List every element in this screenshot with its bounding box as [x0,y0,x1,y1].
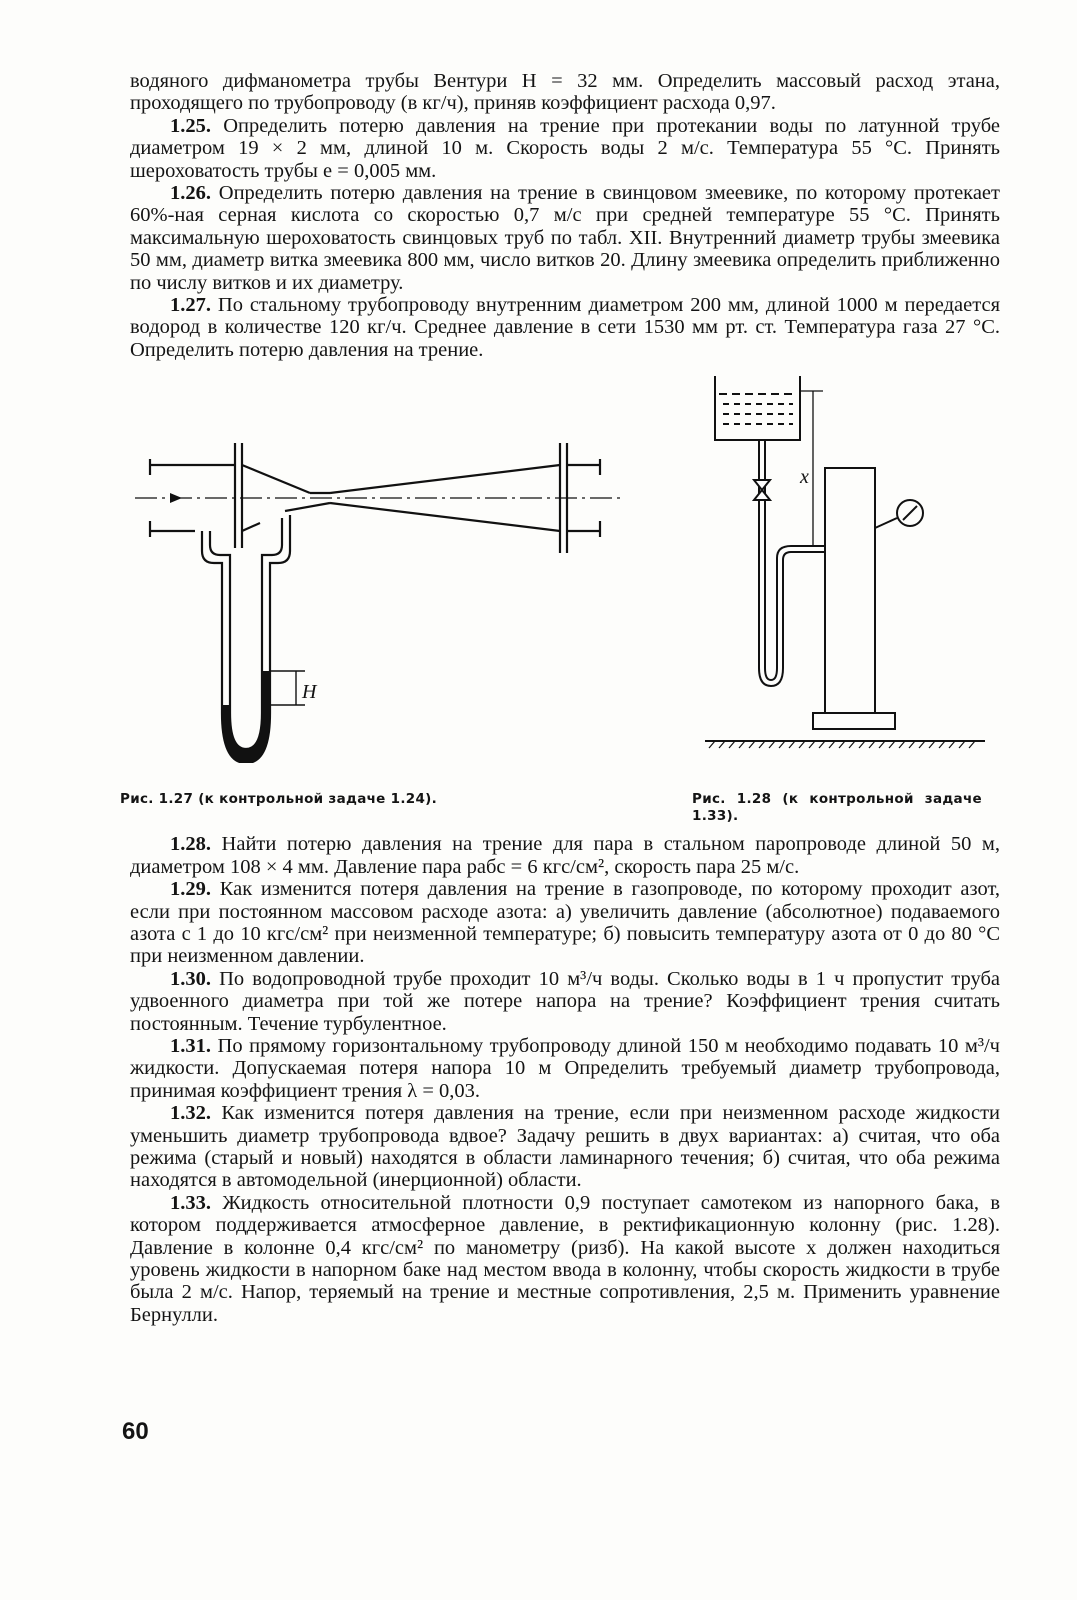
intro-paragraph: водяного дифманометра трубы Вентури H = 32 мм. Определить массовый расход этана, проходящего по трубопроводу (в кг/ч), приняв коэффициент расхода 0,97. [130,70,1000,115]
problem-1-29: 1.29. Как изменится потеря давления на трение в газопроводе, по которому проходит азот, если при постоянном массовом расходе азота: а) увеличить давление (абсолютное) подаваемого азота с 1 до 10 кгс/см² при неизменной температуре; б) повысить температуру азота от 0 до 80 °С при неизменном давлении. [130,878,1000,968]
problem-1-32: 1.32. Как изменится потеря давления на трение, если при неизменном расходе жидкости уменьшить диаметр трубопровода вдвое? Задачу решить в двух вариантах: а) считая, что оба режима (старый и новый) находятся в области ламинарного течения; б) считая, что оба режима находятся в автомодельной (инерционной) области. [130,1102,1000,1192]
problem-1-25: 1.25. Определить потерю давления на трение при протекании воды по латунной трубе диаметром 19 × 2 мм, длиной 10 м. Скорость воды 2 м/с. Температура 55 °С. Принять шероховатость трубы e = 0,005 мм. [130,114,1000,182]
page-number: 60 [122,1418,149,1445]
fig28-caption: Рис. 1.28 (к контрольной задаче 1.33). [692,791,982,825]
problem-1-26: 1.26. Определить потерю давления на трение в свинцовом змеевике, по которому протекает 60%-ная серная кислота со скоростью 0,7 м/с при средней температуре 55 °С. Принять максимальную шероховатость свинцовых труб по табл. XII. Внутренний диаметр трубы змеевика 50 мм, диаметр витка змеевика 800 мм, число витков 20. Длину змеевика определить приближенно по числу витков и их диаметру. [130,182,1000,294]
text-top [130,70,1000,361]
text-bottom [130,833,1000,1326]
problem-1-30: 1.30. По водопроводной трубе проходит 10 м³/ч воды. Сколько воды в 1 ч пропустит труба удвоенного диаметра при той же потере напора на трение? Коэффициент трения считать постоянным. Течение турбулентное. [130,967,1000,1035]
venturi-figure [130,423,630,763]
fig28-label-x: x [800,466,809,489]
problem-1-28: 1.28. Найти потерю давления на трение для пара в стальном паропроводе длиной 50 м, диаметром 108 × 4 мм. Давление пара pабс = 6 кгс/см², скорость пара 25 м/с. [130,833,1000,878]
problem-1-31: 1.31. По прямому горизонтальному трубопроводу длиной 150 м необходимо подавать 10 м³/ч жидкости. Допускаемая потеря напора 10 м Определить требуемый диаметр трубопровода, принимая коэффициент трения λ = 0,03. [130,1034,1000,1102]
fig27-caption: Рис. 1.27 (к контрольной задаче 1.24). [120,791,438,808]
fig27-label-h: H [302,681,317,704]
tank-column-figure [705,368,1005,768]
problem-1-27: 1.27. По стальному трубопроводу внутренним диаметром 200 мм, длиной 1000 м передается водород в количестве 120 кг/ч. Среднее давление в сети 1530 мм рт. ст. Температура газа 27 °С. Определить потерю давления на трение. [130,294,1000,361]
figures-row [120,363,1000,833]
page-body [120,70,1000,1326]
problem-1-33: 1.33. Жидкость относительной плотности 0,9 поступает самотеком из напорного бака, в котором поддерживается атмосферное давление, в ректификационную колонну (рис. 1.28). Давление в колонне 0,4 кгс/см² по манометру (pизб). На какой высоте x должен находиться уровень жидкости в напорном баке над местом ввода в колонну, чтобы скорость жидкости в трубе была 2 м/с. Напор, теряемый на трение и местные сопротивления, 2,5 м. Применить уравнение Бернулли. [130,1191,1000,1326]
